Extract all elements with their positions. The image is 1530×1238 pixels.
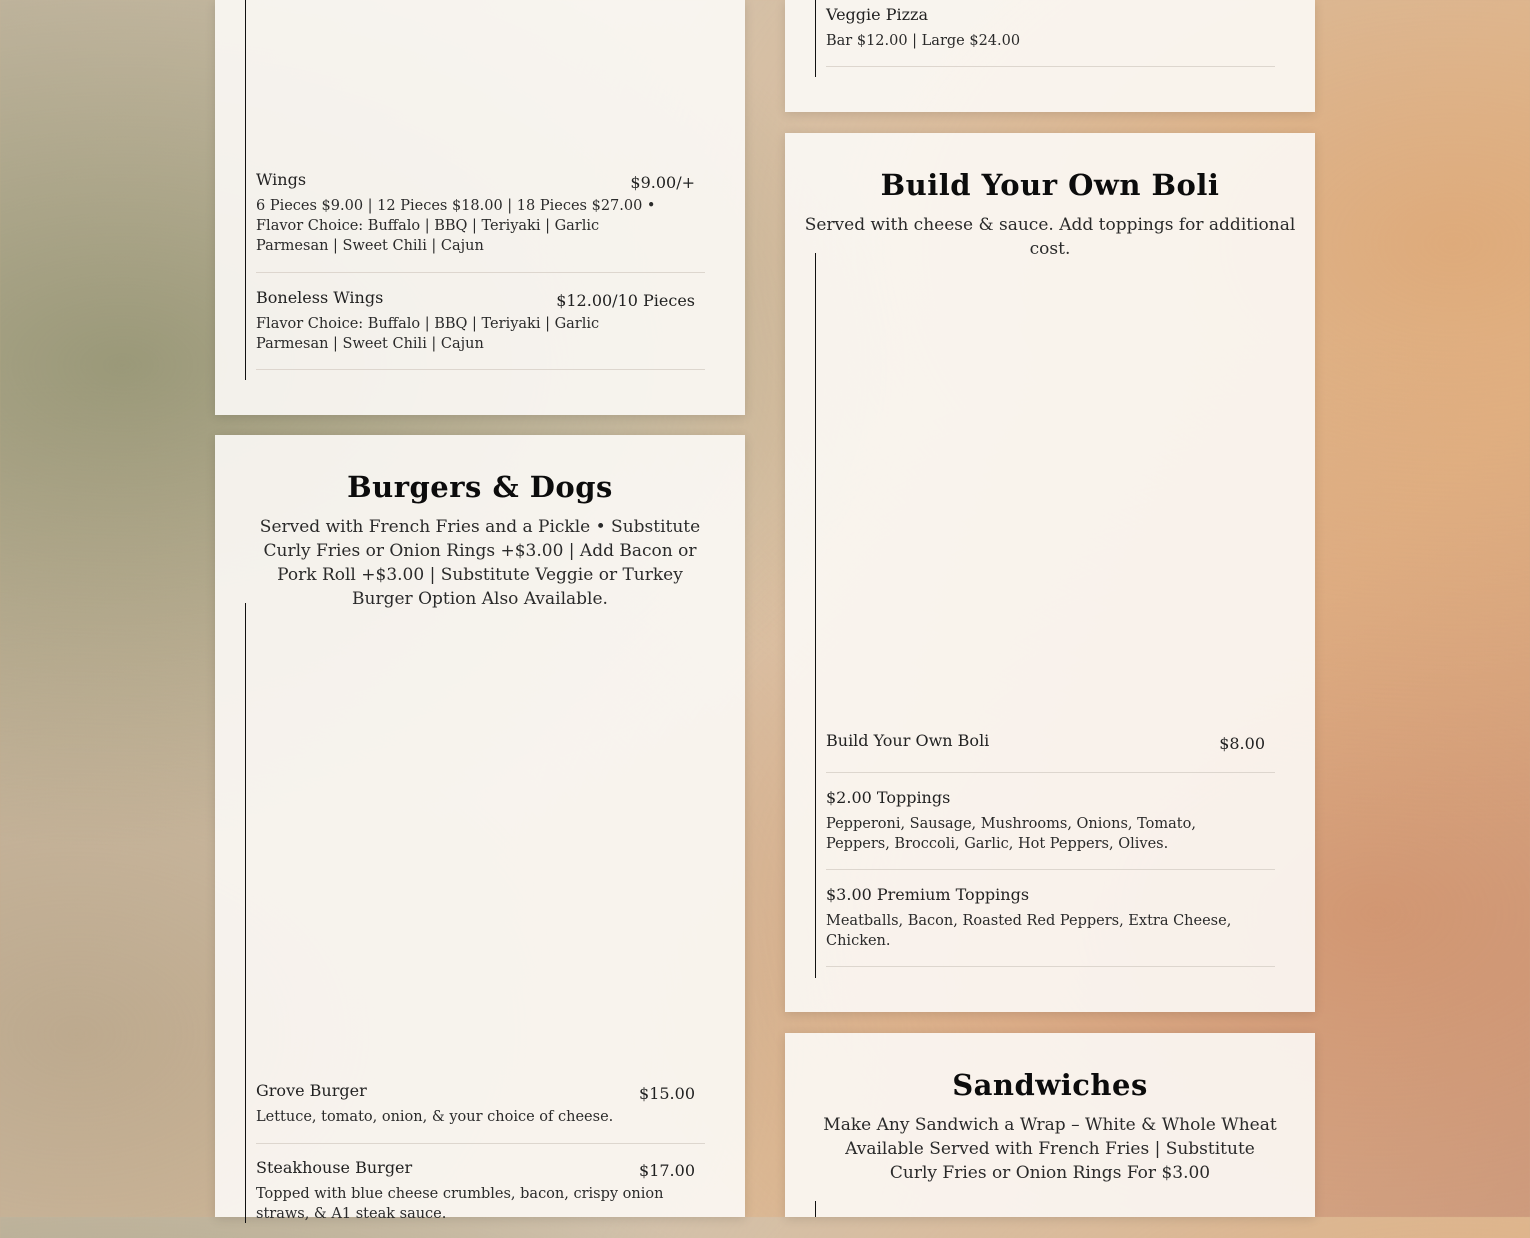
menu-item-description: Meatballs, Bacon, Roasted Red Peppers, Extra Cheese, Chicken. (826, 913, 1232, 949)
section-title: Burgers & Dogs (347, 470, 613, 504)
menu-item-name: Veggie Pizza (826, 5, 928, 24)
menu-divider-line (245, 603, 246, 1223)
menu-item-name: Wings (256, 170, 307, 189)
menu-item-name: $2.00 Toppings (826, 788, 951, 807)
menu-divider-line (245, 0, 246, 380)
menu-item-name: Build Your Own Boli (826, 731, 990, 750)
section-note: Make Any Sandwich a Wrap – White & Whole Wheat Available Served with French Fries | Substitute Curly Fries or Onion Rings For $3.00 (823, 1115, 1277, 1183)
menu-item-price: $9.00/+ (630, 173, 695, 192)
menu-item-price: $15.00 (639, 1084, 695, 1103)
section-title: Sandwiches (952, 1068, 1148, 1102)
appetizers-panel (215, 0, 745, 415)
menu-item-price: $8.00 (1219, 734, 1265, 753)
pizza-panel (785, 0, 1315, 112)
section-note: Served with cheese & sauce. Add toppings for additional cost. (804, 215, 1296, 259)
menu-item-name: $3.00 Premium Toppings (826, 885, 1030, 904)
menu-item (826, 885, 1275, 967)
menu-item (256, 1158, 705, 1238)
menu-item-price: $17.00 (639, 1161, 695, 1180)
section-title: Build Your Own Boli (880, 168, 1220, 202)
menu-item-name: Steakhouse Burger (256, 1158, 413, 1177)
menu-item-description: Lettuce, tomato, onion, & your choice of cheese. (256, 1109, 614, 1125)
menu-item (256, 288, 705, 370)
menu-divider-line (815, 1201, 816, 1217)
boli-panel (785, 133, 1315, 1012)
menu-item (256, 1081, 705, 1144)
burgers-panel (215, 435, 745, 1222)
section-note: Served with French Fries and a Pickle • Substitute Curly Fries or Onion Rings +$3.00 | Add Bacon or Pork Roll +$3.00 | Substitute Veggie or Turkey Burger Option Also Available. (259, 517, 701, 609)
menu-item-description: 6 Pieces $9.00 | 12 Pieces $18.00 | 18 Pieces $27.00 • Flavor Choice: Buffalo | BBQ | Teriyaki | Garlic Parmesan | Sweet Chili | Cajun (256, 198, 656, 254)
menu-item (826, 788, 1275, 870)
menu-item-description: Topped with blue cheese crumbles, bacon, crispy onion straws, & A1 steak sauce. (256, 1186, 664, 1222)
menu-item (826, 5, 1275, 67)
menu-divider-line (815, 253, 816, 978)
menu-item (826, 731, 1275, 773)
menu-item-description: Bar $12.00 | Large $24.00 (826, 33, 1021, 49)
sandwiches-panel (785, 1033, 1315, 1217)
menu-item-name: Grove Burger (256, 1081, 367, 1100)
menu-item-name: Boneless Wings (256, 288, 384, 307)
menu-item-description: Flavor Choice: Buffalo | BBQ | Teriyaki | Garlic Parmesan | Sweet Chili | Cajun (256, 316, 600, 352)
menu-divider-line (815, 0, 816, 77)
menu-item (256, 170, 705, 273)
menu-item-description: Pepperoni, Sausage, Mushrooms, Onions, Tomato, Peppers, Broccoli, Garlic, Hot Peppers, Olives. (826, 816, 1196, 852)
menu-item-price: $12.00/10 Pieces (556, 291, 695, 310)
